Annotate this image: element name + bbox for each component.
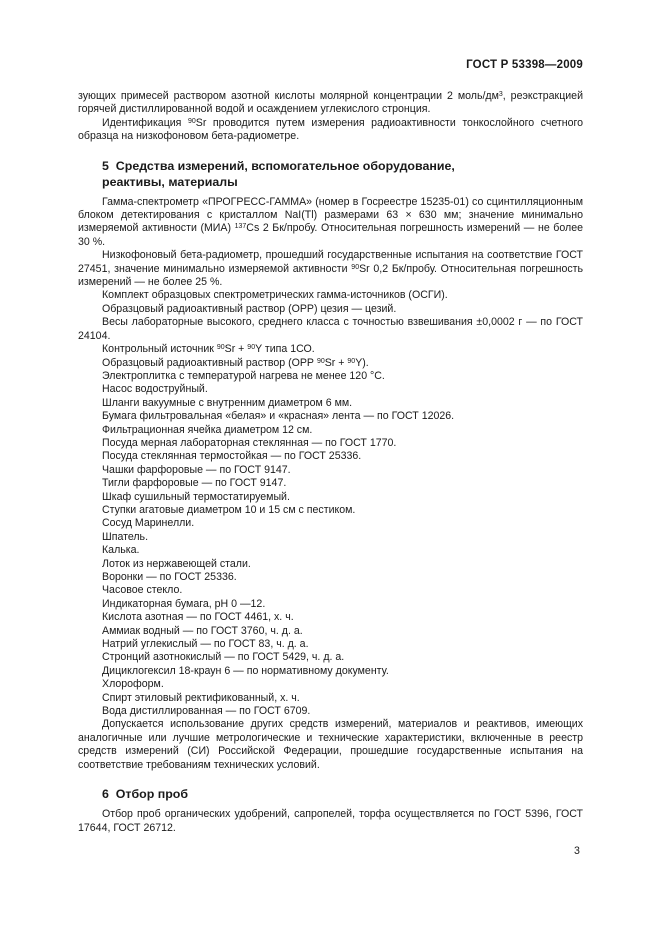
list-item: Посуда стеклянная термостойкая — по ГОСТ 25336. [102, 450, 362, 463]
sampling-paragraph: Отбор проб органических удобрений, сапропелей, торфа осуществляется по ГОСТ 5396, ГОСТ 17644, ГОСТ 26712. [78, 808, 583, 834]
intro-paragraph-2: Идентификация $^{90}$Sr проводится путем измерения радиоактивности тонкослойного счетного образца на низкофоновом бета-радиометре. [78, 116, 583, 143]
list-item: Спирт этиловый ректификованный, х. ч. [102, 691, 300, 704]
section-6-heading: 6 Отбор проб [102, 787, 189, 802]
list-item: Посуда мерная лабораторная стеклянная — по ГОСТ 1770. [102, 436, 397, 449]
page-number: 3 [574, 845, 580, 857]
list-item: Чашки фарфоровые — по ГОСТ 9147. [102, 463, 291, 476]
page-content [78, 90, 583, 835]
beta-radiometer-paragraph: Низкофоновый бета-радиометр, прошедший государственные испытания на соответствие ГОСТ 27451, значение минимально измеряемой активности $^{90}$Sr 0,2 Бк/пробу. Относительная погрешность измерений — не более 25 %. [78, 249, 584, 289]
list-item: Шпатель. [102, 530, 149, 543]
list-item: Лоток из нержавеющей стали. [102, 557, 251, 570]
document-id: ГОСТ Р 53398—2009 [466, 59, 583, 71]
section-5-heading: 5 Средства измерений, вспомогательное оборудование, реактивы, материалы [102, 158, 455, 189]
list-item: Образцовый радиоактивный раствор (ОРР) цезия — цезий. [102, 302, 397, 315]
gamma-spectrometer-paragraph: Гамма-спектрометр «ПРОГРЕСС-ГАММА» (номер в Госреестре 15235-01) со сцинтилляционным блоком детектирования с кристаллом NaI(Tl) размерами 63 × 630 мм; значение минимально измеряемой активности (МИА) $^{137}$Cs 2 Бк/пробу. Относительная погрешность измерений — не более 30 %. [78, 195, 583, 248]
list-item: Стронций азотнокислый — по ГОСТ 5429, ч. д. а. [102, 651, 345, 664]
list-item: Фильтрационная ячейка диаметром 12 см. [102, 423, 313, 436]
list-item: Часовое стекло. [102, 584, 183, 597]
list-item: Образцовый радиоактивный раствор (ОРР $^{90}$Sr + $^{90}$Y). [102, 356, 369, 369]
list-item: Дициклогексил 18-краун 6 — по нормативному документу. [102, 664, 389, 677]
list-item: Индикаторная бумага, pH 0 —12. [102, 597, 266, 610]
list-item: Шланги вакуумные с внутренним диаметром 6 мм. [102, 396, 353, 409]
list-item: Весы лабораторные высокого, среднего класса с точностью взвешивания ±0,0002 г — по ГОСТ 24104. [78, 316, 583, 342]
allowed-substitutes-paragraph: Допускается использование других средств измерений, материалов и реактивов, имеющих аналогичные или лучшие метрологические и технические характеристики, включенные в реестр средств измерений (СИ) Российской Федерации, прошедшие государственные испытания на соответствие требованиям технических условий. [78, 718, 583, 771]
intro-paragraph-1: зующих примесей раствором азотной кислоты молярной концентрации 2 моль/$дм^3$, реэкстракцией горячей дистиллированной водой и осаждением углекислого стронция. [78, 90, 583, 116]
list-item: Насос водоструйный. [102, 383, 208, 396]
list-item: Калька. [102, 544, 140, 557]
list-item: Электроплитка с температурой нагрева не менее 120 °С. [102, 369, 385, 382]
list-item: Ступки агатовые диаметром 10 и 15 см с пестиком. [102, 503, 356, 516]
list-item: Вода дистиллированная — по ГОСТ 6709. [102, 705, 311, 718]
list-item: Натрий углекислый — по ГОСТ 83, ч. д. а. [102, 638, 309, 651]
list-item: Тигли фарфоровые — по ГОСТ 9147. [102, 477, 287, 490]
list-item: Сосуд Маринелли. [102, 517, 195, 530]
list-item: Контрольный источник $^{90}$Sr + $^{90}$Y типа 1СО. [102, 343, 315, 356]
list-item: Кислота азотная — по ГОСТ 4461, х. ч. [102, 611, 294, 624]
list-item: Хлороформ. [102, 678, 164, 691]
list-item: Аммиак водный — по ГОСТ 3760, ч. д. а. [102, 624, 303, 637]
list-item: Воронки — по ГОСТ 25336. [102, 571, 237, 583]
list-item: Бумага фильтровальная «белая» и «красная» лента — по ГОСТ 12026. [102, 410, 455, 423]
list-item: Шкаф сушильный термостатируемый. [102, 490, 290, 503]
list-item: Комплект образцовых спектрометрических гамма-источников (ОСГИ). [102, 289, 448, 302]
